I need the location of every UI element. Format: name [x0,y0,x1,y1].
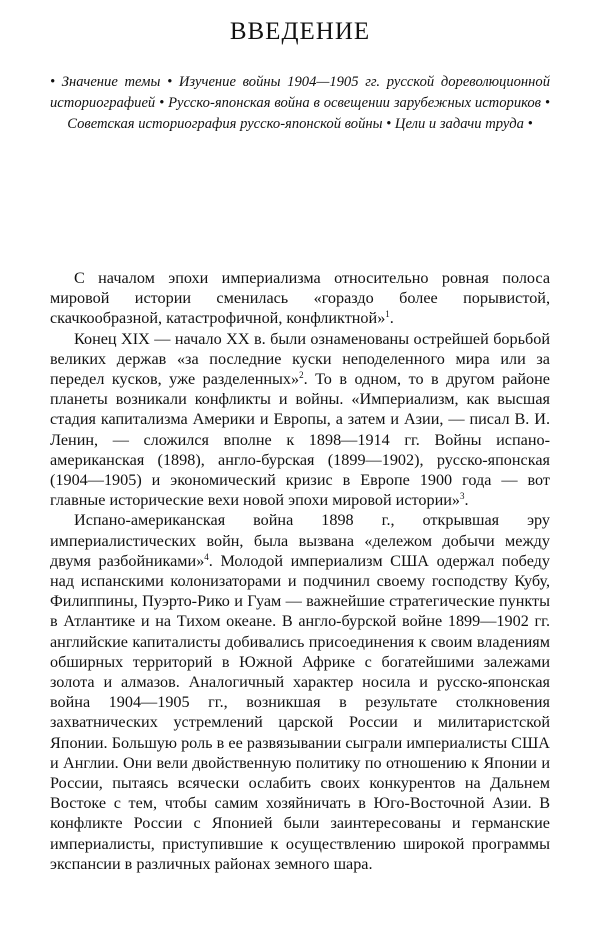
footnote-ref: 3 [460,491,465,502]
paragraph-text: С началом эпохи империализма относительно ровная полоса мировой истории сменилась «гораздо более порывистой, скачкообразной, катастрофичной, конфликтной» [50,269,550,328]
paragraph [50,510,550,874]
chapter-summary: • Значение темы • Изучение войны 1904—1905 гг. русской дореволюционной историографией • Русско-японская война в освещении зарубежных историков • Советская историография русско-японской войны • Цели и задачи труда • [50,74,550,132]
footnote-ref: 1 [385,309,390,320]
paragraph-text: . То в одном, то в другом районе планеты возникали конфликты и войны. «Империализм, как высшая стадия капитализма Америки и Европы, а затем и Азии, — писал В. И. Ленин, — сложился вполне к 1898—1914 гг. Войны испано-американская (1898), англо-бурская (1899—1902), русско-японская (1904—1905) и экономический кризис в Европе 1900 года — вот главные исторические вехи новой эпохи мировой истории» [50,370,550,510]
paragraph-text: Испано-американская война 1898 г., открывшая эру империалистических войн, была вызвана «дележом добычи между двумя разбойниками» [50,511,550,570]
paragraph [50,268,550,329]
footnote-ref: 4 [204,551,209,562]
paragraph-text: . Молодой империализм США одержал победу над испанскими колонизаторами и подчинил своему господству Кубу, Филиппины, Пуэрто-Рико и Гуам — важнейшие стратегические пункты в Атлантике и на Тихом океане. В англо-бурской войне 1899—1902 гг. английские капиталисты добивались присоединения к своим владениям обширных территорий в Южной Африке с богатейшими залежами золота и алмазов. Аналогичный характер носила и русско-японская война 1904—1905 гг., возникшая в результате столкновения захватнических устремлений царской России и милитаристской Японии. Большую роль в ее развязывании сыграли империалисты США и Англии. Они вели двойственную политику по отношению к Японии и России, пытаясь всячески ослабить своих конкурентов на Дальнем Востоке с тем, чтобы самим хозяйничать в Юго-Восточной Азии. В конфликте России с Японией были заинтересованы и германские империалисты, приступившие к осуществлению широкой программы экспансии в различных районах земного шара. [50,551,550,873]
chapter-title: ВВЕДЕНИЕ [229,18,371,45]
paragraph [50,329,550,511]
paragraph-text: Конец XIX — начало XX в. были ознаменованы острейшей борьбой великих держав «за последние куски неподеленного мира или за передел кусков, уже разделенных» [50,329,550,389]
footnote-ref: 2 [299,370,304,381]
body-text [50,268,550,874]
paragraph-text: . [464,491,469,510]
paragraph-text: . [389,309,394,328]
